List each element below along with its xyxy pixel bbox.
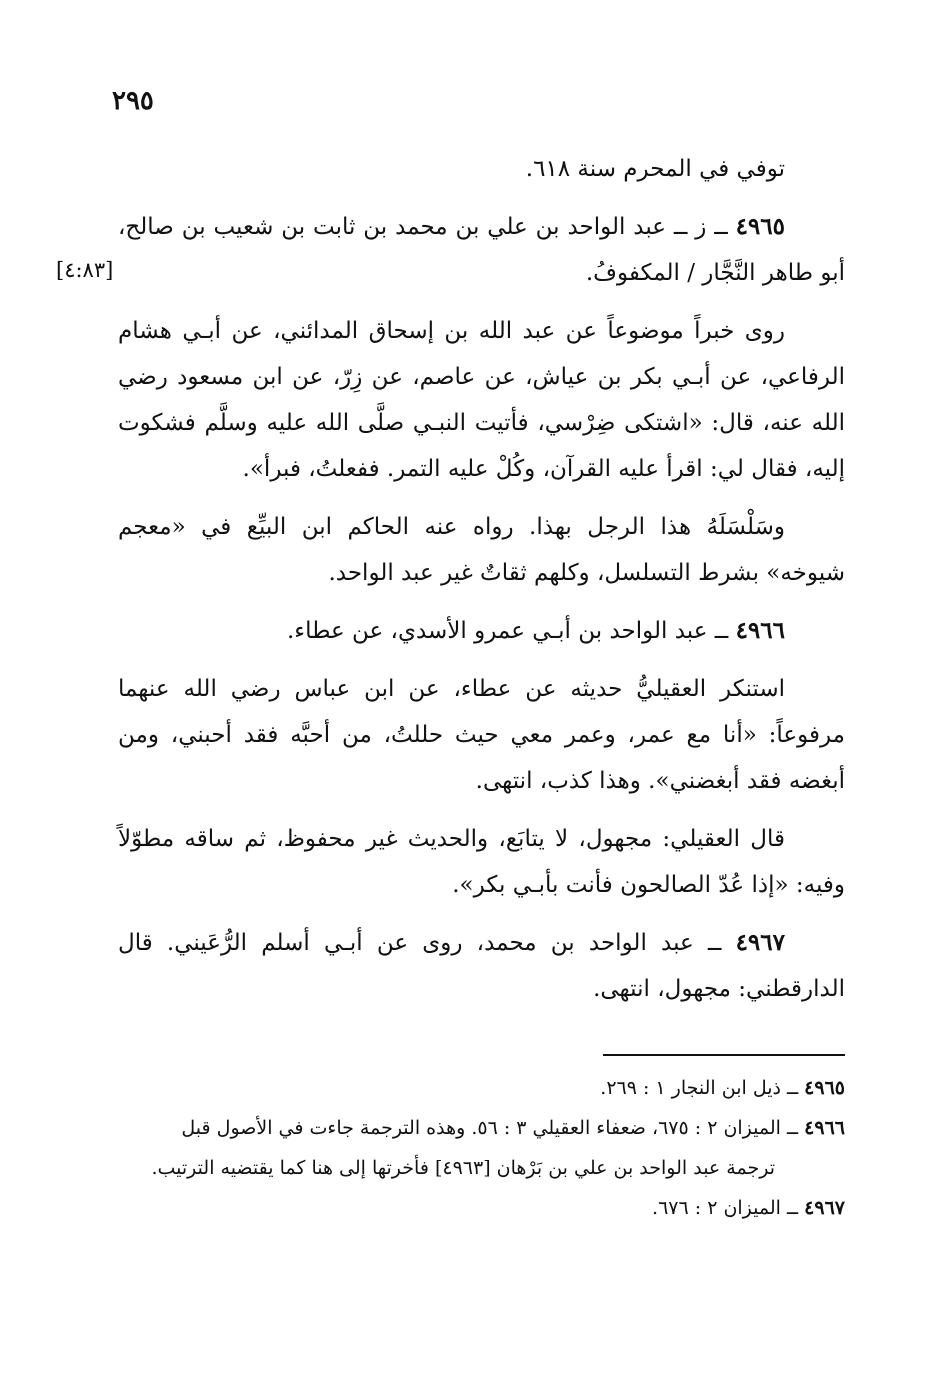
footnote-number: ٤٩٦٥ — [804, 1077, 845, 1099]
paragraph — [118, 146, 845, 192]
footnote-divider — [603, 1054, 845, 1056]
paragraph-text: ــ ز ــ عبد الواحد بن علي بن محمد بن ثابت بن شعيب بن صالح، أبو طاهر النَّجَّار / المكفوفُ. — [118, 214, 845, 286]
paragraph-text: قال العقيلي: مجهول، لا يتابَع، والحديث غير محفوظ، ثم ساقه مطوّلاً وفيه: «إذا عُدّ الصالحون فأنت بأبـي بكر». — [118, 826, 845, 898]
footnote-continuation — [118, 1148, 845, 1188]
entry-number: ٤٩٦٧ — [735, 929, 785, 956]
paragraph-text: استنكر العقيليُّ حديثه عن عطاء، عن ابن عباس رضي الله عنهما مرفوعاً: «أنا مع عمر، وعمر معي حيث حللتُ، من أحبَّه فقد أحبني، ومن أبغضه فقد أبغضني». وهذا كذب، انتهى. — [118, 676, 845, 794]
footnote-text: ــ الميزان ٢ : ٦٧٥، ضعفاء العقيلي ٣ : ٥٦. وهذه الترجمة جاءت في الأصول قبل — [181, 1117, 805, 1139]
entry-4966 — [118, 608, 845, 654]
paragraph-text: توفي في المحرم سنة ٦١٨. — [525, 156, 785, 182]
entry-number: ٤٩٦٦ — [735, 617, 785, 644]
entry-number: ٤٩٦٥ — [735, 213, 785, 240]
footnote-text: ترجمة عبد الواحد بن علي بن بَرْهان [٤٩٦٣] فأخرتها إلى هنا كما يقتضيه الترتيب. — [151, 1157, 775, 1179]
footnote — [118, 1188, 845, 1228]
page-number: ٢٩٥ — [112, 86, 154, 116]
paragraph — [118, 308, 845, 492]
footnote — [118, 1068, 845, 1108]
paragraph — [118, 816, 845, 908]
entry-4965 — [118, 204, 845, 296]
footnote — [118, 1108, 845, 1148]
paragraph-text: ــ عبد الواحد بن محمد، روى عن أبـي أسلم الرُّعَيني. قال الدارقطني: مجهول، انتهى. — [118, 930, 845, 1002]
footnote-text: ــ الميزان ٢ : ٦٧٦. — [652, 1197, 805, 1219]
marginal-reference: [٤:٨٣] — [56, 258, 114, 282]
entry-4967 — [118, 920, 845, 1012]
footnote-number: ٤٩٦٦ — [804, 1117, 845, 1139]
paragraph-text: ــ عبد الواحد بن أبـي عمرو الأسدي، عن عطاء. — [286, 618, 736, 644]
footnote-text: ــ ذيل ابن النجار ١ : ٢٦٩. — [600, 1077, 805, 1099]
footnote-number: ٤٩٦٧ — [804, 1197, 845, 1219]
paragraph-text: روى خبراً موضوعاً عن عبد الله بن إسحاق المدائني، عن أبـي هشام الرفاعي، عن أبـي بكر بن عياش، عن عاصم، عن زِرّ، عن ابن مسعود رضي الله عنه، قال: «اشتكى ضِرْسي، فأتيت النبـي صلَّى الله عليه وسلَّم فشكوت إليه، فقال لي: اقرأ عليه القرآن، وكُلْ عليه التمر. ففعلتُ، فبرأ». — [118, 318, 845, 482]
main-text — [118, 146, 845, 1024]
paragraph-text: وسَلْسَلَهُ هذا الرجل بهذا. رواه عنه الحاكم ابن البيِّع في «معجم شيوخه» بشرط التسلسل، وكلهم ثقاتٌ غير عبد الواحد. — [118, 514, 845, 586]
footnotes — [118, 1068, 845, 1228]
paragraph — [118, 504, 845, 596]
paragraph — [118, 666, 845, 804]
